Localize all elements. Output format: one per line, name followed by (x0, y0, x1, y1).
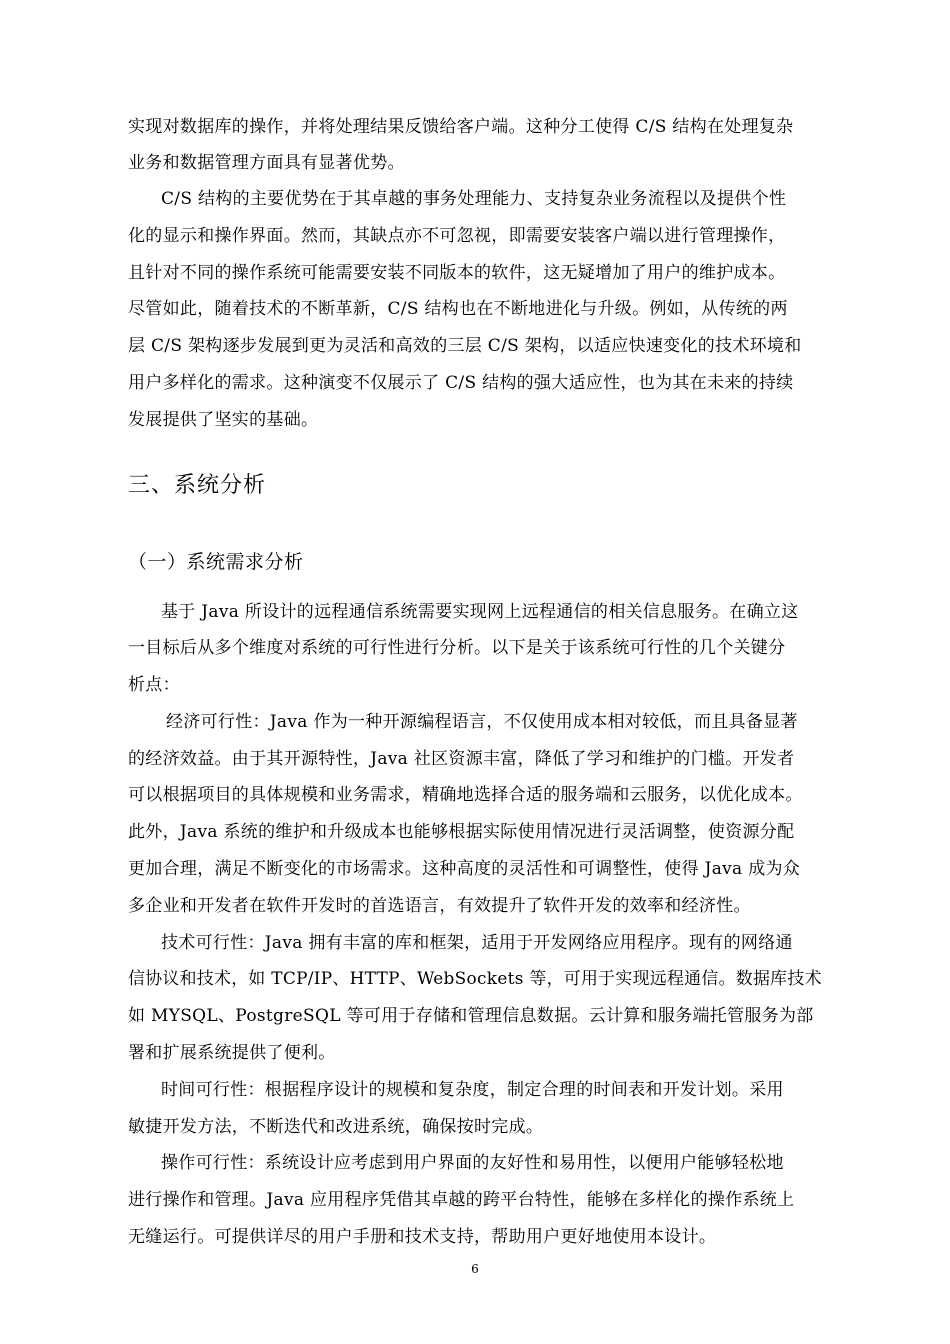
paragraph-line: 如 MYSQL、PostgreSQL 等可用于存储和管理信息数据。云计算和服务端托管服务为部 (128, 1006, 814, 1026)
paragraph-line: 技术可行性：Java 拥有丰富的库和框架，适用于开发网络应用程序。现有的网络通 (161, 933, 793, 953)
paragraph-line: 时间可行性：根据程序设计的规模和复杂度，制定合理的时间表和开发计划。采用 (161, 1080, 784, 1100)
paragraph-line: 经济可行性：Java 作为一种开源编程语言，不仅使用成本相对较低，而且具备显著 (166, 712, 798, 732)
paragraph-line: 化的显示和操作界面。然而，其缺点亦不可忽视，即需要安装客户端以进行管理操作， (128, 226, 786, 246)
paragraph-line: 署和扩展系统提供了便利。 (128, 1043, 336, 1063)
paragraph-line: 发展提供了坚实的基础。 (128, 410, 319, 430)
paragraph-line: 尽管如此，随着技术的不断革新，C/S 结构也在不断地进化与升级。例如，从传统的两 (128, 299, 788, 319)
paragraph-line: 操作可行性：系统设计应考虑到用户界面的友好性和易用性，以便用户能够轻松地 (161, 1153, 784, 1173)
paragraph-line: 实现对数据库的操作，并将处理结果反馈给客户端。这种分工使得 C/S 结构在处理复杂 (128, 117, 794, 137)
page-number: 6 (471, 1262, 479, 1276)
paragraph-line: 此外，Java 系统的维护和升级成本也能够根据实际使用情况进行灵活调整，使资源分配 (128, 822, 795, 842)
paragraph-line: 一目标后从多个维度对系统的可行性进行分析。以下是关于该系统可行性的几个关键分 (128, 638, 786, 658)
paragraph-line: C/S 结构的主要优势在于其卓越的事务处理能力、支持复杂业务流程以及提供个性 (161, 189, 787, 209)
paragraph-line: 多企业和开发者在软件开发时的首选语言，有效提升了软件开发的效率和经济性。 (128, 896, 751, 916)
paragraph-line: 信协议和技术，如 TCP/IP、HTTP、WebSockets 等，可用于实现远程通信。数据库技术 (128, 969, 822, 989)
paragraph-line: 且针对不同的操作系统可能需要安装不同版本的软件，这无疑增加了用户的维护成本。 (128, 263, 786, 283)
paragraph-line: 更加合理，满足不断变化的市场需求。这种高度的灵活性和可调整性，使得 Java 成为众 (128, 859, 801, 879)
paragraph-line: 可以根据项目的具体规模和业务需求，精确地选择合适的服务端和云服务，以优化成本。 (128, 785, 803, 805)
paragraph-line: 层 C/S 架构逐步发展到更为灵活和高效的三层 C/S 架构，以适应快速变化的技术环境和 (128, 336, 802, 356)
paragraph-line: 敏捷开发方法，不断迭代和改进系统，确保按时完成。 (128, 1117, 544, 1137)
paragraph-line: 进行操作和管理。Java 应用程序凭借其卓越的跨平台特性，能够在多样化的操作系统上 (128, 1190, 795, 1210)
subsection-heading: （一）系统需求分析 (128, 551, 304, 573)
paragraph-line: 基于 Java 所设计的远程通信系统需要实现网上远程通信的相关信息服务。在确立这 (161, 602, 799, 622)
paragraph-line: 析点： (128, 675, 180, 695)
paragraph-line: 用户多样化的需求。这种演变不仅展示了 C/S 结构的强大适应性，也为其在未来的持续 (128, 373, 794, 393)
paragraph-line: 无缝运行。可提供详尽的用户手册和技术支持，帮助用户更好地使用本设计。 (128, 1227, 717, 1247)
paragraph-line: 的经济效益。由于其开源特性，Java 社区资源丰富，降低了学习和维护的门槛。开发者 (128, 749, 795, 769)
paragraph-line: 业务和数据管理方面具有显著优势。 (128, 153, 405, 173)
section-heading: 三、系统分析 (128, 473, 267, 498)
